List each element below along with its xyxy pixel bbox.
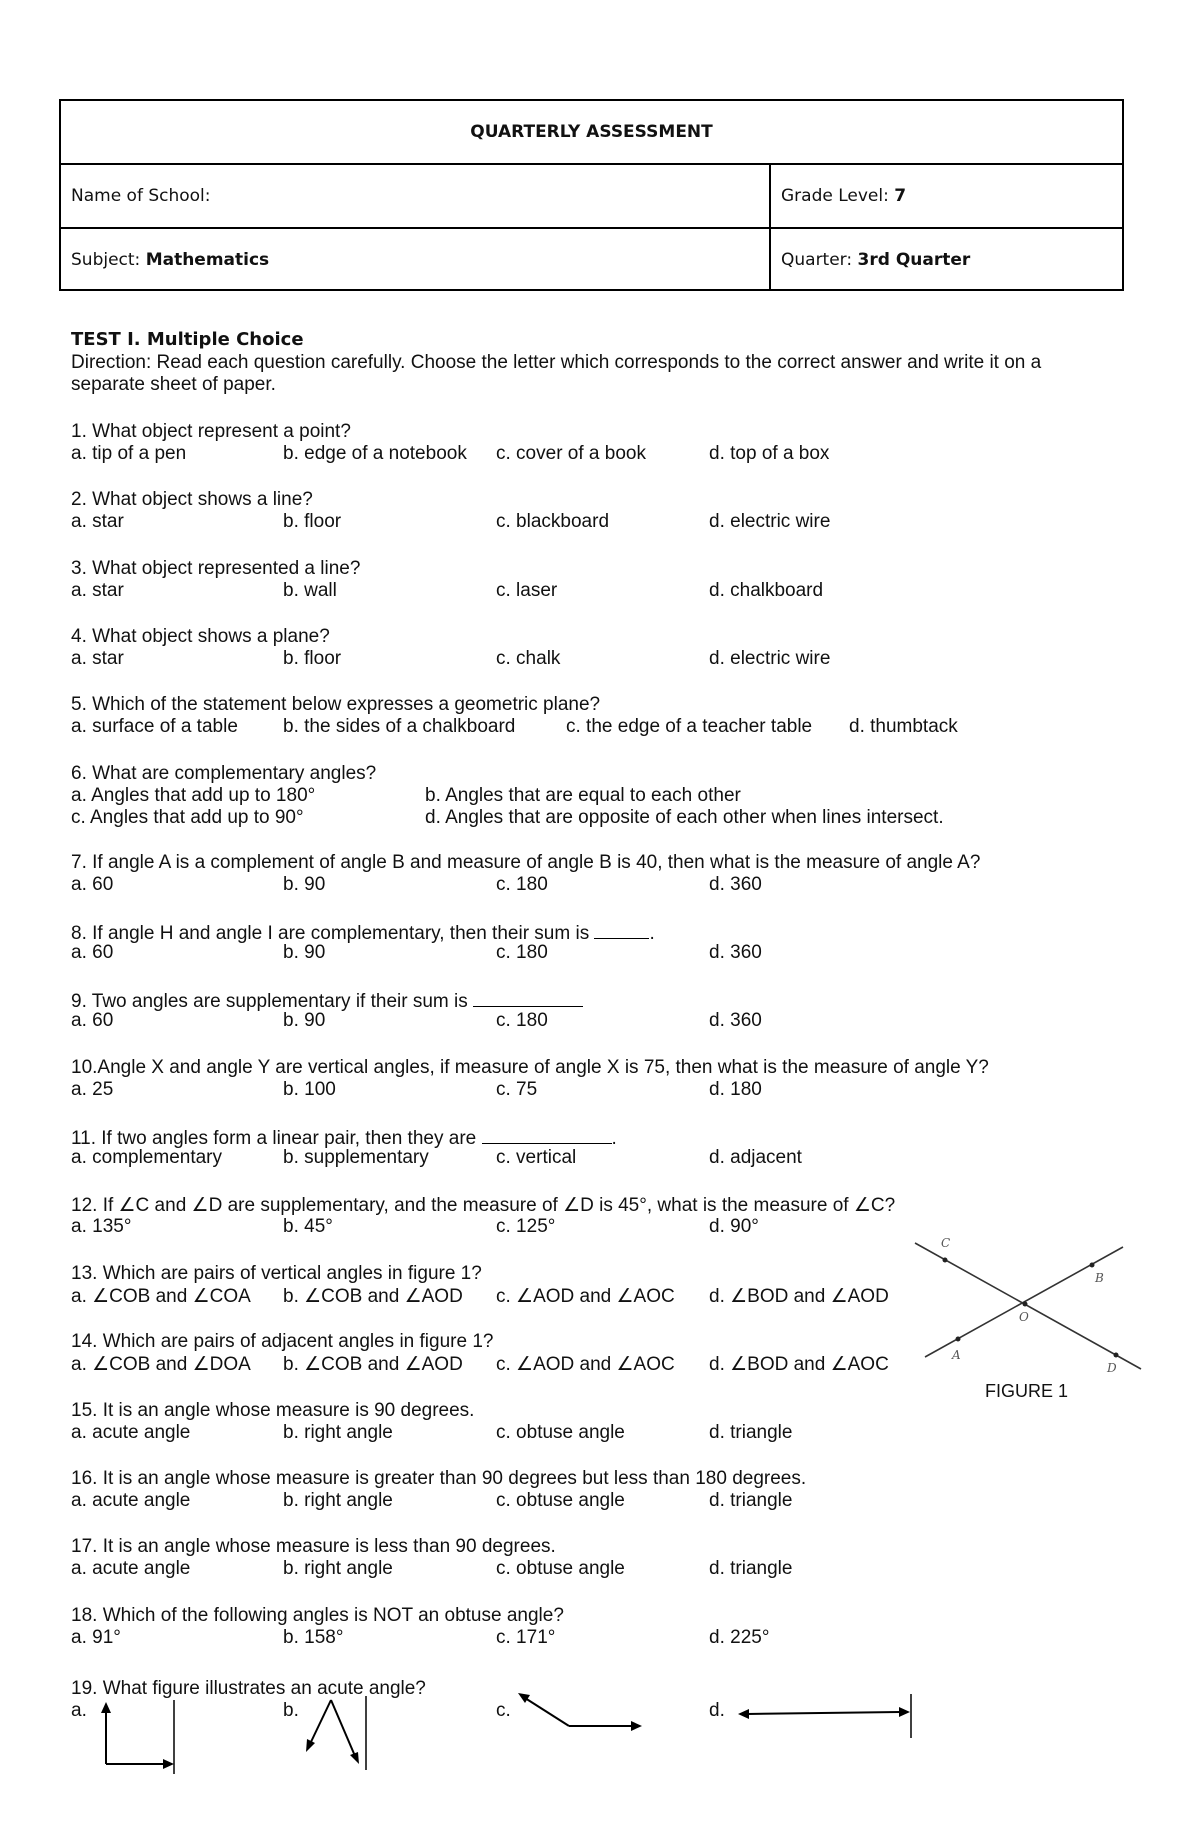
option-d: d. top of a box (709, 443, 830, 464)
option-a: a. 135° (71, 1216, 132, 1237)
grade-label: Grade Level: (781, 186, 895, 206)
option-d: d. 360 (709, 874, 762, 895)
question-end: . (611, 1128, 617, 1149)
option-b-figure (300, 1694, 390, 1774)
option-c-figure (515, 1690, 645, 1740)
option-c: c. (496, 1700, 511, 1721)
option-d: d. triangle (709, 1558, 793, 1579)
question-stem: 8. If angle H and angle I are complementary, then their sum is (71, 923, 590, 944)
question-text (71, 626, 330, 648)
option-b: b. 90 (283, 874, 326, 895)
option-b: b. (283, 1700, 299, 1721)
option-a: a. ∠COB and ∠DOA (71, 1354, 251, 1375)
option-a: a. acute angle (71, 1422, 191, 1443)
question-text (71, 1468, 806, 1490)
option-b: b. 90 (283, 1010, 326, 1031)
option-a: a. ∠COB and ∠COA (71, 1286, 251, 1307)
school-name-field (61, 165, 769, 227)
question-stem: 9. Two angles are supplementary if their sum is (71, 991, 468, 1012)
header-title-row (61, 101, 1122, 165)
option-d: d. thumbtack (849, 716, 958, 737)
option-c: c. blackboard (496, 511, 610, 532)
option-c: c. 171° (496, 1627, 556, 1648)
option-a: a. 60 (71, 874, 114, 895)
answer-blank (473, 988, 583, 1007)
question-text (71, 558, 360, 580)
question-text (71, 421, 351, 443)
question-stem: 4. What object shows a plane? (71, 626, 330, 647)
figure-1-diagram (905, 1235, 1145, 1375)
option-b: b. the sides of a chalkboard (283, 716, 516, 737)
option-a: a. tip of a pen (71, 443, 187, 464)
option-b: b. 45° (283, 1216, 333, 1237)
question-stem: 11. If two angles form a linear pair, then they are (71, 1128, 477, 1149)
header-school-row (61, 165, 1122, 229)
option-b: b. 158° (283, 1627, 344, 1648)
quarter-label: Quarter: (781, 250, 858, 270)
option-a: a. (71, 1700, 87, 1721)
quarter-field (771, 229, 1122, 291)
question-text (71, 763, 376, 785)
question-text (71, 1536, 556, 1558)
question-stem: 5. Which of the statement below expresses a geometric plane? (71, 694, 601, 715)
question-stem: 15. It is an angle whose measure is 90 degrees. (71, 1400, 475, 1421)
header-table (59, 99, 1124, 291)
label-b: B (1095, 1271, 1104, 1285)
option-b: b. wall (283, 580, 337, 601)
grade-value: 7 (894, 186, 907, 206)
question-text (71, 1605, 564, 1627)
question-text (71, 920, 655, 945)
option-c: c. ∠AOD and ∠AOC (496, 1286, 675, 1307)
option-a-figure (96, 1698, 186, 1778)
label-a: A (952, 1348, 961, 1362)
label-d: D (1107, 1361, 1117, 1375)
option-b: b. ∠COB and ∠AOD (283, 1286, 463, 1307)
option-d: d. 225° (709, 1627, 770, 1648)
question-text (71, 1057, 989, 1079)
option-b: b. right angle (283, 1558, 393, 1579)
point-b (1090, 1263, 1095, 1268)
option-b: b. supplementary (283, 1147, 429, 1168)
question-stem: 1. What object represent a point? (71, 421, 351, 442)
test-title: TEST I. Multiple Choice (71, 329, 304, 350)
option-b: b. edge of a notebook (283, 443, 467, 464)
question-stem: 7. If angle A is a complement of angle B and measure of angle B is 40, then what is the measure of angle A? (71, 852, 981, 873)
question-stem: 6. What are complementary angles? (71, 763, 377, 784)
option-b: b. right angle (283, 1422, 393, 1443)
option-d: d. 180 (709, 1079, 762, 1100)
option-c: c. vertical (496, 1147, 577, 1168)
school-label: Name of School: (71, 186, 211, 206)
question-text (71, 1263, 482, 1285)
option-d: d. chalkboard (709, 580, 824, 601)
option-b: b. ∠COB and ∠AOD (283, 1354, 463, 1375)
page-title: QUARTERLY ASSESSMENT (470, 122, 713, 142)
option-c: c. 180 (496, 1010, 548, 1031)
option-a: a. 25 (71, 1079, 114, 1100)
answer-blank (594, 920, 649, 939)
option-d: d. adjacent (709, 1147, 802, 1168)
option-a: a. acute angle (71, 1558, 191, 1579)
option-c: c. ∠AOD and ∠AOC (496, 1354, 675, 1375)
label-o: O (1019, 1310, 1029, 1324)
line-co-d (915, 1243, 1141, 1369)
question-stem: 13. Which are pairs of vertical angles in figure 1? (71, 1263, 482, 1284)
option-b: b. Angles that are equal to each other (425, 785, 741, 806)
point-c (943, 1258, 948, 1263)
question-end: . (649, 923, 655, 944)
option-a: a. surface of a table (71, 716, 238, 737)
option-a: a. 60 (71, 1010, 114, 1031)
question-stem: 18. Which of the following angles is NOT an obtuse angle? (71, 1605, 564, 1626)
question-stem: 14. Which are pairs of adjacent angles in figure 1? (71, 1331, 494, 1352)
option-c: c. chalk (496, 648, 561, 669)
question-text (71, 1194, 895, 1217)
question-stem: 3. What object represented a line? (71, 558, 361, 579)
option-d: d. 360 (709, 1010, 762, 1031)
question-text (71, 852, 980, 874)
option-c: c. Angles that add up to 90° (71, 807, 304, 828)
option-d: d. electric wire (709, 511, 831, 532)
question-stem: 17. It is an angle whose measure is less than 90 degrees. (71, 1536, 556, 1557)
option-c: c. laser (496, 580, 558, 601)
question-stem: 12. If ∠C and ∠D are supplementary, and the measure of ∠D is 45°, what is the measure of ∠C? (71, 1195, 896, 1216)
option-b: b. floor (283, 648, 342, 669)
option-d: d. Angles that are opposite of each other when lines intersect. (425, 807, 944, 828)
point-o (1023, 1302, 1028, 1307)
option-d-figure (735, 1692, 915, 1742)
option-a: a. complementary (71, 1147, 223, 1168)
header-subject-row (61, 229, 1122, 291)
question-text (71, 1400, 474, 1422)
option-a: a. acute angle (71, 1490, 191, 1511)
question-stem: 16. It is an angle whose measure is greater than 90 degrees but less than 180 degrees. (71, 1468, 807, 1489)
question-text (71, 1331, 493, 1353)
option-c: c. cover of a book (496, 443, 646, 464)
question-text (71, 694, 600, 716)
figure-1-caption: FIGURE 1 (985, 1381, 1069, 1401)
question-text (71, 489, 313, 511)
subject-value: Mathematics (145, 250, 270, 270)
option-c: c. obtuse angle (496, 1422, 625, 1443)
option-d: d. (709, 1700, 725, 1721)
option-a: a. Angles that add up to 180° (71, 785, 316, 806)
direction-line-2: separate sheet of paper. (71, 374, 276, 395)
question-stem: 19. What figure illustrates an acute angle? (71, 1678, 426, 1699)
option-d: d. ∠BOD and ∠AOD (709, 1286, 889, 1307)
quarter-value: 3rd Quarter (857, 250, 971, 270)
answer-blank (482, 1125, 612, 1144)
option-d: d. electric wire (709, 648, 831, 669)
option-d: d. ∠BOD and ∠AOC (709, 1354, 889, 1375)
option-b: b. right angle (283, 1490, 393, 1511)
option-d: d. 360 (709, 942, 762, 963)
subject-field (61, 229, 769, 291)
grade-level-field (771, 165, 1122, 227)
option-d: d. triangle (709, 1490, 793, 1511)
option-a: a. star (71, 511, 124, 532)
option-d: d. 90° (709, 1216, 759, 1237)
label-c: C (941, 1236, 951, 1250)
option-d: d. triangle (709, 1422, 793, 1443)
option-b: b. 100 (283, 1079, 336, 1100)
question-stem: 2. What object shows a line? (71, 489, 313, 510)
option-c: c. 125° (496, 1216, 556, 1237)
point-d (1114, 1353, 1119, 1358)
option-c: c. obtuse angle (496, 1490, 625, 1511)
option-c: c. 75 (496, 1079, 538, 1100)
point-a (956, 1337, 961, 1342)
option-b: b. 90 (283, 942, 326, 963)
subject-label: Subject: (71, 250, 146, 270)
option-c: c. the edge of a teacher table (566, 716, 813, 737)
option-c: c. obtuse angle (496, 1558, 625, 1579)
option-a: a. 60 (71, 942, 114, 963)
option-a: a. star (71, 648, 124, 669)
option-c: c. 180 (496, 942, 548, 963)
option-b: b. floor (283, 511, 342, 532)
option-c: c. 180 (496, 874, 548, 895)
option-a: a. 91° (71, 1627, 121, 1648)
option-a: a. star (71, 580, 124, 601)
direction-line-1: Direction: Read each question carefully. Choose the letter which corresponds to the correct answer and write it on a (71, 352, 1042, 373)
question-stem: 10.Angle X and angle Y are vertical angles, if measure of angle X is 75, then what is the measure of angle Y? (71, 1057, 989, 1078)
